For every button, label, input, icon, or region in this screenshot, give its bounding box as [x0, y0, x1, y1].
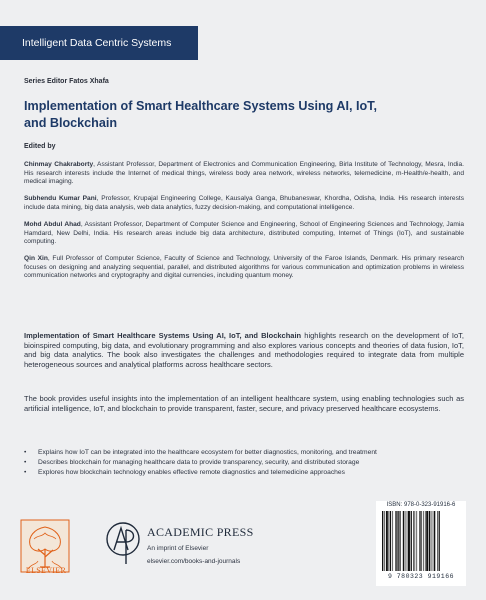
- barcode-bar: [407, 511, 408, 571]
- barcode-bar: [403, 511, 404, 571]
- book-title-line-1: Implementation of Smart Healthcare Systems Using AI, IoT,: [24, 99, 377, 113]
- barcode-bar: [382, 511, 383, 571]
- feature-text: Explains how IoT can be integrated into the healthcare ecosystem for better diagnostics, monitoring, and treatment: [38, 449, 377, 456]
- barcode-bar: [431, 511, 432, 571]
- barcode-bar: [408, 511, 410, 571]
- barcode-bar: [426, 511, 428, 571]
- book-description-title: Implementation of Smart Healthcare Systems Using AI, IoT, and Blockchain: [24, 331, 302, 340]
- book-title-line-2: and Blockchain: [24, 116, 118, 130]
- barcode-bar: [434, 511, 435, 571]
- editor-bio: [24, 195, 464, 212]
- isbn: ISBN: 978-0-323-91916-6: [386, 502, 456, 508]
- book-description-text: highlights research on the development of IoT, bioinspired computing, big data, and evolutionary programming and also explores various concepts and theories of data fusion, IoT, and big data analytics. The book also investigates the challenges and methodologies required to integrate data from multiple heterogeneous sources and analytical platforms across healthcare sectors.: [24, 331, 464, 369]
- editor-description: , Professor, Krupajal Engineering College, Kausalya Ganga, Bhubaneswar, Khordha, Odisha, India. His research interests include data mining, big data analysis, web data analytics, fuzzy decision-making, and computational intelligence.: [24, 195, 464, 211]
- barcode-bar: [400, 511, 401, 571]
- imprint-line: An imprint of Elsevier: [147, 545, 209, 552]
- barcode-bar: [398, 511, 399, 571]
- editors-list: [24, 161, 464, 290]
- barcode-icon: [380, 511, 462, 573]
- edited-by-label: Edited by: [24, 143, 56, 150]
- series-banner: [0, 26, 198, 60]
- editor-description: , Full Professor of Computer Science, Faculty of Science and Technology, University of the Faroe Islands, Denmark. His primary research focuses on designing and analyzing sequential, parallel, and distributed algorithms for various communication and optimization problems in wireless communication networks and cryptography and digital currencies, including quantum money.: [24, 255, 465, 280]
- publisher-area: [20, 502, 466, 592]
- barcode-bar: [386, 511, 388, 571]
- editor-description: , Assistant Professor, Department of Computer Science and Engineering, School of Engineering Sciences and Technology, Jamia Hamdard, New Delhi, India. His research areas include big data architecture, distributed computing, Internet of Things (IoT), and sustainable computing.: [24, 220, 465, 246]
- imprint-name: ACADEMIC PRESS: [147, 525, 254, 539]
- barcode-box: [376, 501, 466, 586]
- bullet-icon: •: [24, 449, 27, 456]
- barcode-bar: [420, 511, 421, 571]
- editor-description: , Assistant Professor, Department of Electronics and Communication Engineering, Birla Institute of Technology, Mesra, India. His research interests include the Internet of medical things, wireless body area network, wireless networks, telemedicine, m-Health/e-health, and medical imaging.: [24, 161, 464, 186]
- series-name: Intelligent Data Centric Systems: [22, 37, 172, 49]
- book-title: [24, 98, 464, 132]
- editor-bio: [24, 161, 464, 187]
- feature-text: Explores how blockchain technology enables effective remote diagnostics and telemedicine approaches: [38, 469, 345, 476]
- editor-name: Subhendu Kumar Pani: [24, 195, 97, 203]
- barcode-bar: [390, 511, 391, 571]
- barcode-number: 9 780323 919166: [387, 573, 454, 580]
- feature-text: Describes blockchain for managing healthcare data to provide transparency, security, and distributed storage: [38, 459, 360, 466]
- editor-name: Qin Xin: [24, 255, 48, 263]
- barcode-bar: [416, 511, 417, 571]
- barcode-bar: [437, 511, 438, 571]
- bullet-icon: •: [24, 469, 27, 476]
- barcode-bar: [419, 511, 420, 571]
- barcode-bar: [395, 511, 396, 571]
- barcode-bar: [411, 511, 412, 571]
- barcode-bar: [389, 511, 390, 571]
- barcode-bar: [433, 511, 434, 571]
- academic-press-logo-icon: [104, 520, 142, 570]
- book-description-1: [24, 331, 464, 369]
- feature-item: [24, 468, 464, 478]
- barcode-bar: [425, 511, 426, 571]
- feature-list: [24, 448, 464, 478]
- feature-item: [24, 448, 464, 458]
- editor-bio: [24, 255, 464, 281]
- book-description-2: The book provides useful insights into the implementation of an intelligent healthcare system, using enabling technologies such as artificial intelligence, IoT, and blockchain to provide transparent, faster, secure, and privacy preserved healthcare ecosystems.: [24, 394, 464, 413]
- bullet-icon: •: [24, 459, 27, 466]
- barcode-bar: [384, 511, 385, 571]
- barcode-bar: [405, 511, 406, 571]
- barcode-bar: [396, 511, 397, 571]
- series-editor: Series Editor Fatos Xhafa: [24, 78, 109, 85]
- editor-name: Mohd Abdul Ahad: [24, 220, 81, 228]
- publisher-url: elsevier.com/books-and-journals: [147, 558, 241, 565]
- elsevier-wordmark: ELSEVIER: [25, 566, 67, 575]
- barcode-bar: [413, 511, 414, 571]
- barcode-bar: [423, 511, 424, 571]
- barcode-bar: [415, 511, 416, 571]
- barcode-bar: [392, 511, 393, 571]
- editor-bio: [24, 221, 464, 247]
- editor-name: Chinmay Chakraborty: [24, 161, 94, 168]
- barcode-bar: [429, 511, 430, 571]
- barcode-bar: [439, 511, 440, 571]
- feature-item: [24, 458, 464, 468]
